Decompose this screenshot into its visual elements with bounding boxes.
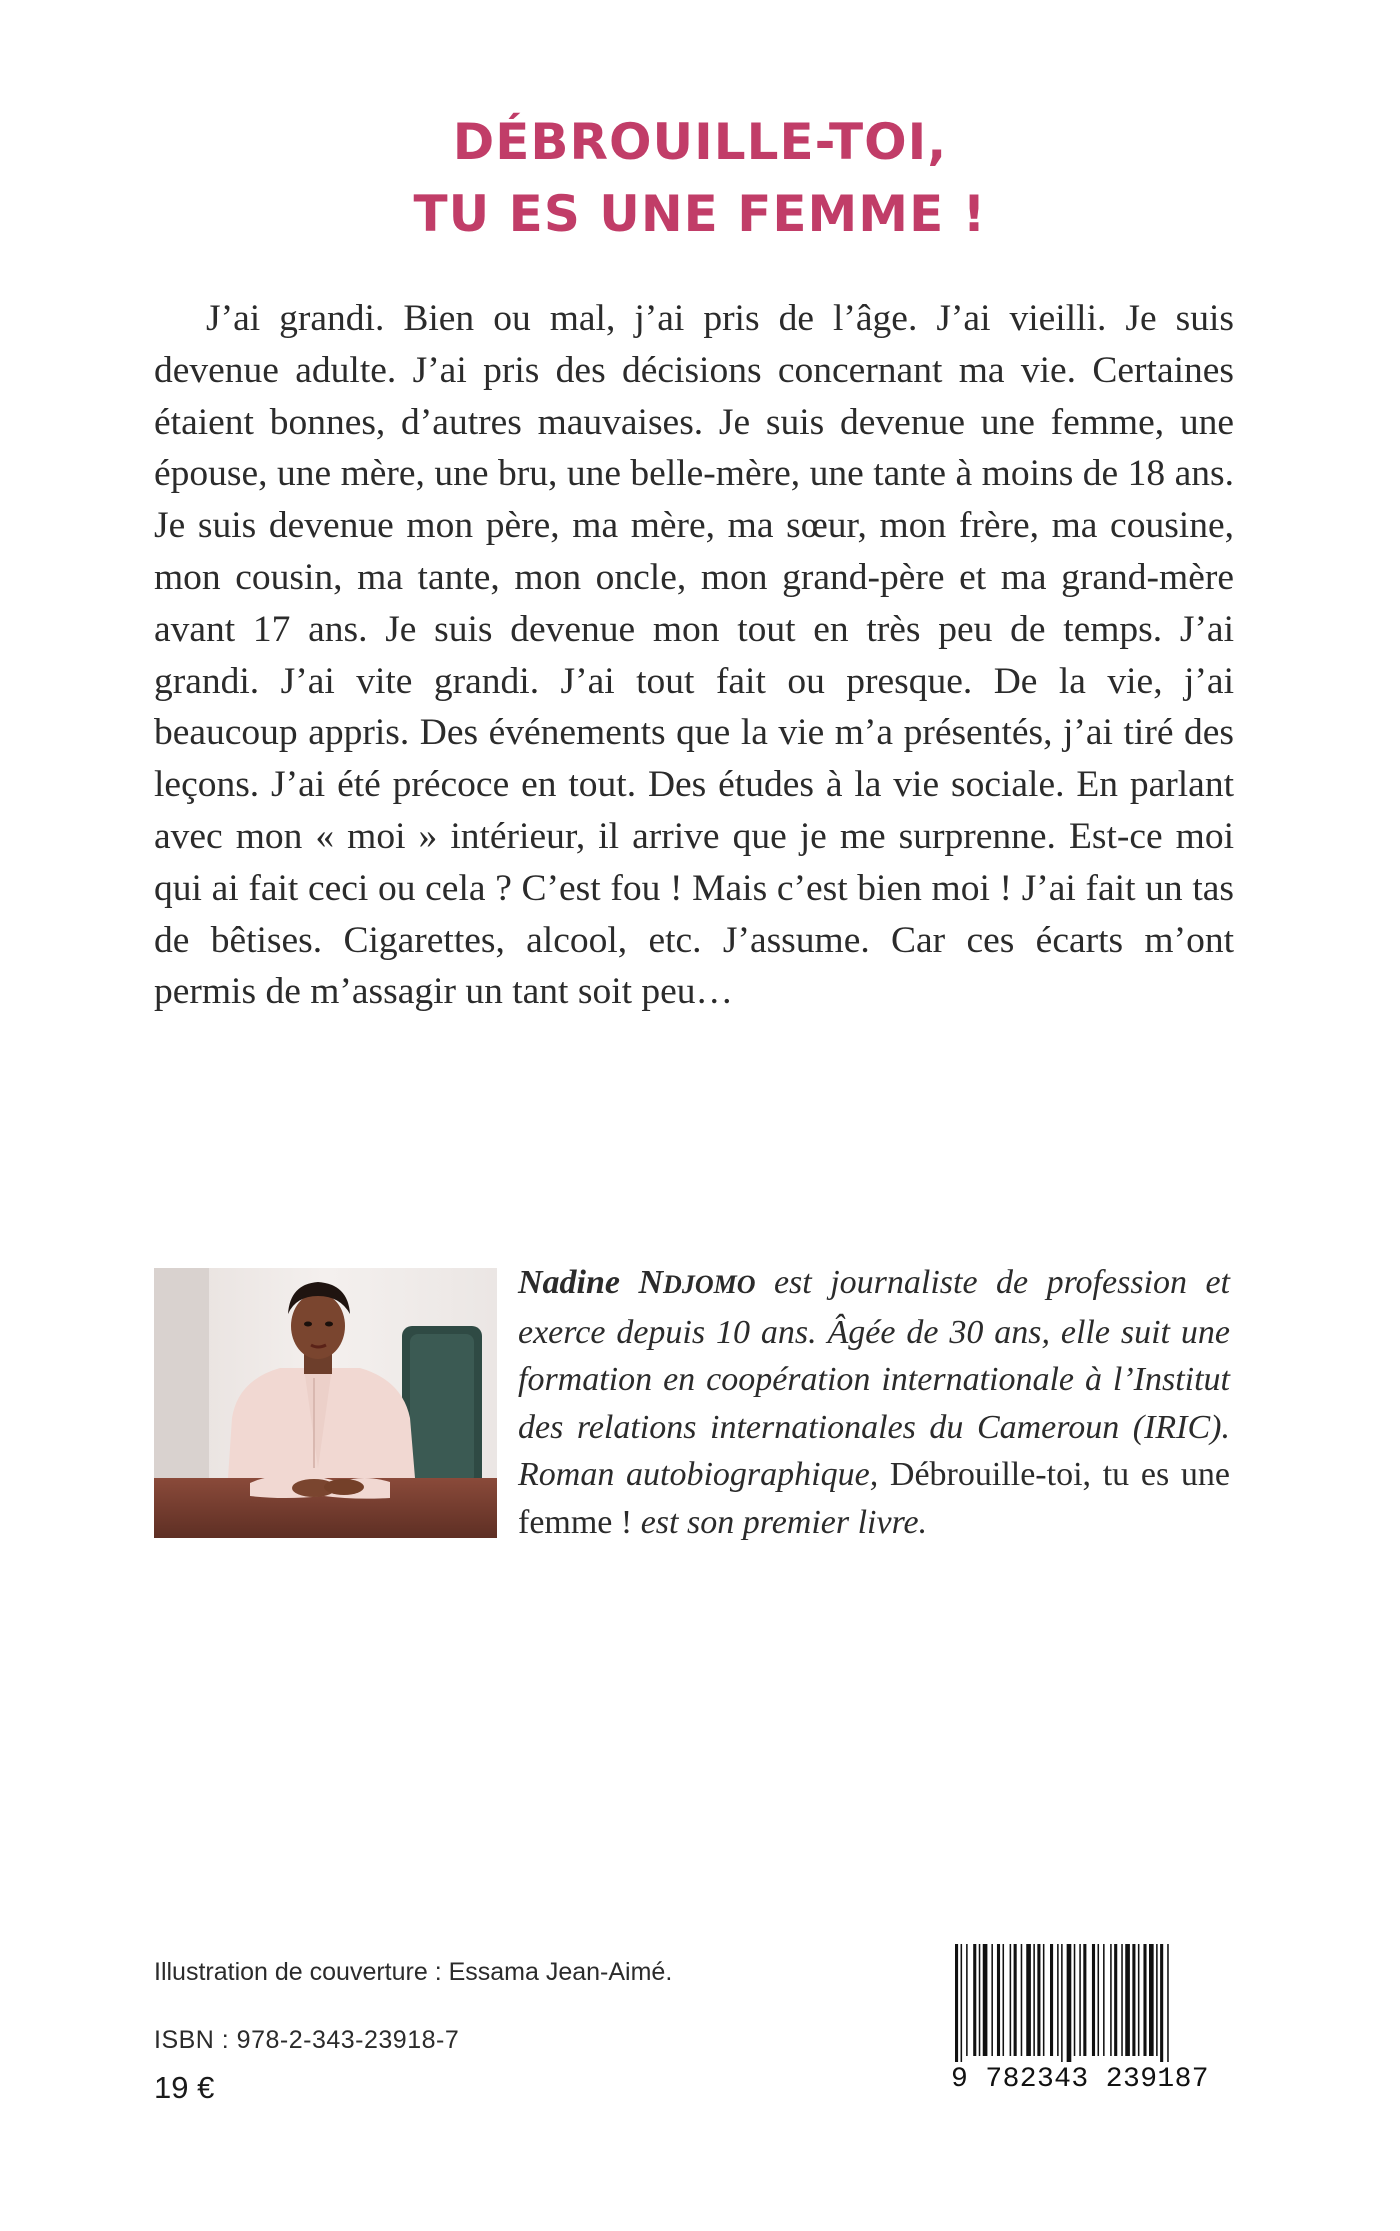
barcode-bar xyxy=(1067,1944,1072,2066)
barcode-bar xyxy=(979,1944,981,2056)
barcode-bar xyxy=(1167,1944,1169,2066)
barcode-bar xyxy=(983,1944,988,2056)
book-title-line-2: TU ES UNE FEMME ! xyxy=(413,185,987,243)
barcode-bar xyxy=(1021,1944,1023,2056)
barcode-bar xyxy=(961,1944,963,2066)
price: 19 € xyxy=(154,2070,215,2105)
author-bio-part-1: est journaliste de profession et exerce depuis 10 ans. Âgée de 30 ans, elle suit une formation en coopération internationale à l’Institut des relations internationales du Cameroun (IRIC). Roman autobiographique, xyxy=(518,1264,1231,1494)
barcode-bar xyxy=(1121,1944,1123,2056)
barcode-bar xyxy=(1061,1944,1063,2066)
author-first-name: Nadine xyxy=(518,1264,620,1301)
barcode-bar xyxy=(1103,1944,1105,2056)
barcode-bar xyxy=(1079,1944,1081,2056)
barcode-bar xyxy=(1026,1944,1031,2056)
author-last-name-rest: DJOMO xyxy=(663,1270,756,1299)
barcode-bar xyxy=(1010,1944,1012,2056)
barcode-bar xyxy=(1132,1944,1135,2056)
barcode-bar xyxy=(1074,1944,1076,2056)
barcode-number: 9 782343 239187 xyxy=(945,2062,1215,2098)
barcode-bar xyxy=(1160,1944,1163,2066)
barcode-bar xyxy=(1138,1944,1140,2056)
author-bio-book-title: Débrouille-toi, tu es une femme ! xyxy=(518,1456,1230,1541)
barcode-bar xyxy=(1043,1944,1045,2056)
barcode-bar xyxy=(1050,1944,1053,2056)
barcode-bar xyxy=(1057,1944,1059,2056)
barcode-bar xyxy=(1033,1944,1035,2056)
barcode-bar xyxy=(1037,1944,1040,2056)
isbn: ISBN : 978-2-343-23918-7 xyxy=(154,2026,460,2054)
author-last-name xyxy=(638,1264,755,1301)
book-title-line-1: DÉBROUILLE-TOI, xyxy=(452,113,948,171)
barcode-bar xyxy=(1092,1944,1095,2056)
barcode-bar xyxy=(1114,1944,1117,2056)
back-cover-blurb: J’ai grandi. Bien ou mal, j’ai pris de l’âge. J’ai vieilli. Je suis devenue adulte. J’ai pris des décisions concernant ma vie. Certaines étaient bonnes, d’autres mauvaises. Je suis devenue une femme, une épouse, une mère, une bru, une belle-mère, une tante à moins de 18 ans. Je suis devenue mon père, ma mère, ma sœur, mon frère, ma cousine, mon cousin, ma tante, mon oncle, mon grand-père et ma grand-mère avant 17 ans. Je suis devenue mon tout en très peu de temps. J’ai grandi. J’ai vite grandi. J’ai tout fait ou presque. De la vie, j’ai beaucoup appris. Des événements que la vie m’a présentés, j’ai tiré des leçons. J’ai été précoce en tout. Des études à la vie sociale. En parlant avec mon « moi » intérieur, il arrive que je me surprenne. Est-ce moi qui ai fait ceci ou cela ? C’est fou ! Mais c’est bien moi ! J’ai fait un tas de bêtises. Cigarettes, alcool, etc. J’assume. Car ces écarts m’ont permis de m’assagir un tant soit peu… xyxy=(154,298,1234,1013)
barcode-bar xyxy=(1156,1944,1158,2056)
barcode-bar xyxy=(1083,1944,1086,2056)
barcode-bar xyxy=(1149,1944,1154,2056)
author-bio-part-2: est son premier livre. xyxy=(632,1503,928,1541)
barcode xyxy=(945,1944,1215,2102)
author-portrait-illustration xyxy=(154,1268,497,1538)
barcode-bar xyxy=(1014,1944,1017,2056)
barcode-bar xyxy=(955,1944,958,2066)
author-photo xyxy=(154,1268,497,1538)
cover-illustration-credit: Illustration de couverture : Essama Jean-Aimé. xyxy=(154,1958,673,1986)
author-bio xyxy=(518,1259,1230,1547)
barcode-bar xyxy=(1110,1944,1112,2056)
barcode-bar xyxy=(1143,1944,1146,2056)
author-last-name-initial: N xyxy=(638,1264,664,1301)
book-title xyxy=(0,106,1400,250)
barcode-bar xyxy=(997,1944,1000,2056)
barcode-bars xyxy=(945,1944,1215,2066)
barcode-bar xyxy=(1125,1944,1130,2056)
barcode-bar xyxy=(966,1944,968,2056)
barcode-bar xyxy=(991,1944,993,2056)
barcode-bar xyxy=(973,1944,976,2056)
barcode-bar xyxy=(1098,1944,1100,2056)
barcode-bar xyxy=(1003,1944,1005,2056)
